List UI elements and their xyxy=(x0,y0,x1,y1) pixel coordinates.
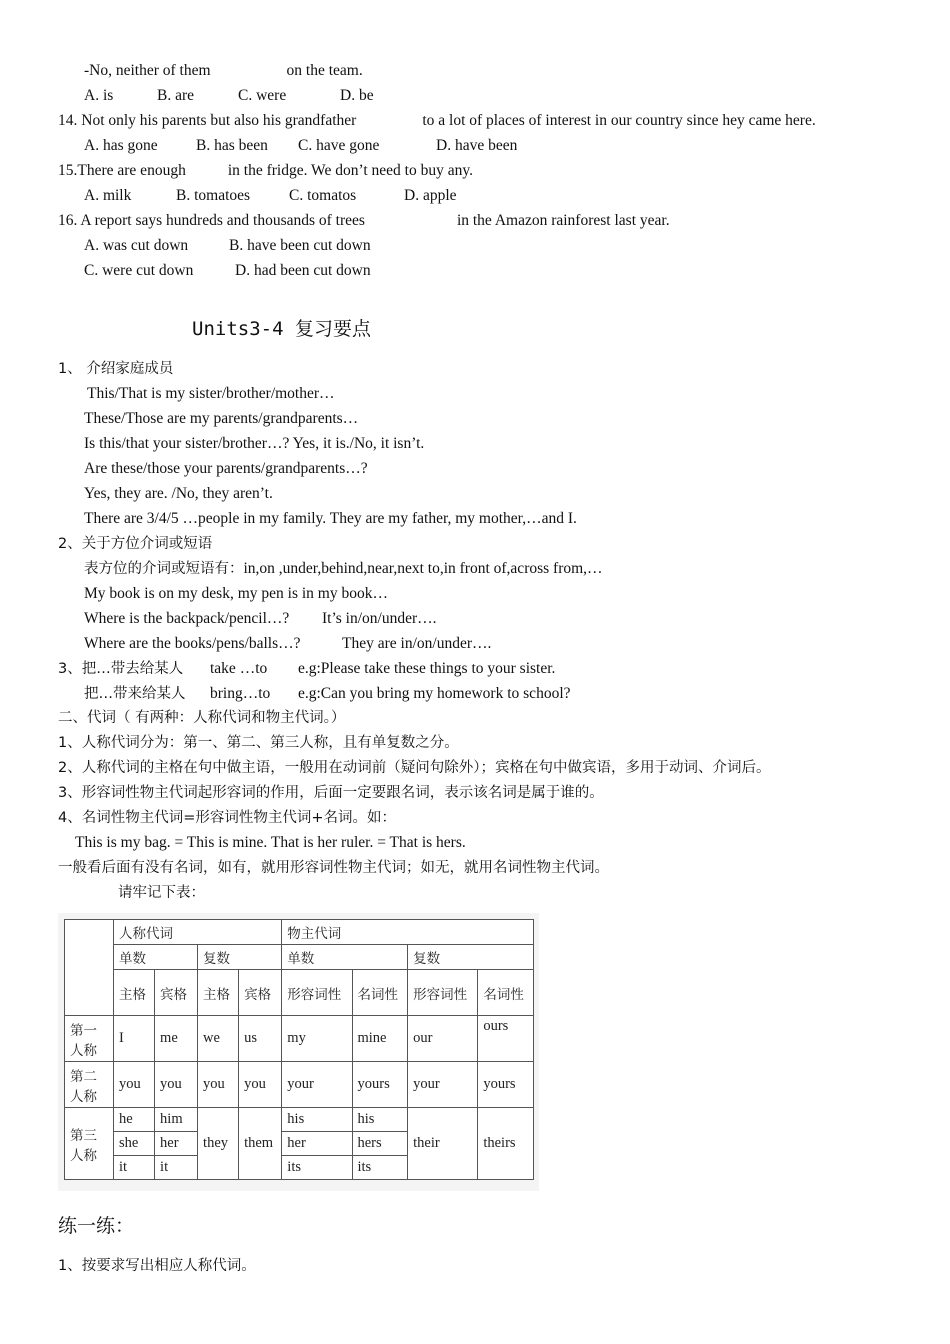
s2-answer: It’s in/on/under…. xyxy=(322,610,437,627)
cell: their xyxy=(408,1108,478,1180)
cell: its xyxy=(352,1156,408,1180)
q15-line xyxy=(58,161,473,181)
cell: we xyxy=(198,1016,239,1062)
q14-after: to a lot of places of interest in our country since hey came here. xyxy=(422,112,816,129)
option: D. apple xyxy=(404,187,457,204)
th-subject: 主格 xyxy=(114,970,155,1016)
th-singular: 单数 xyxy=(114,945,198,970)
cell: theirs xyxy=(478,1108,534,1180)
option: A. is xyxy=(84,87,114,104)
cell: him xyxy=(155,1108,198,1132)
option: C. were xyxy=(238,87,287,104)
s1-line: These/Those are my parents/grandparents… xyxy=(84,410,359,427)
table-row xyxy=(65,1108,534,1132)
pronouns-example: This is my bag. = This is mine. That is her ruler. = That is hers. xyxy=(75,834,466,851)
cell: yours xyxy=(352,1062,408,1108)
s2-line xyxy=(84,609,437,629)
th-singular: 单数 xyxy=(282,945,408,970)
s1-line: Are these/those your parents/grandparents…? xyxy=(84,460,368,477)
s1-line: There are 3/4/5 …people in my family. They are my father, my mother,…and I. xyxy=(84,510,577,527)
cell: your xyxy=(282,1062,352,1108)
s2-question: Where is the backpack/pencil…? xyxy=(84,610,290,627)
review-title: Units3-4 复习要点 xyxy=(192,318,371,340)
s3-line xyxy=(58,659,556,679)
q13-after: on the team. xyxy=(286,62,363,79)
th-adjective: 形容词性 xyxy=(408,970,478,1016)
cell: his xyxy=(352,1108,408,1132)
row-label: 第一人称 xyxy=(65,1016,114,1062)
s3-example: e.g:Please take these things to your sister. xyxy=(298,660,556,677)
cell: you xyxy=(114,1062,155,1108)
th-subject: 主格 xyxy=(198,970,239,1016)
cell: you xyxy=(155,1062,198,1108)
s1-line: Is this/that your sister/brother…? Yes, it is./No, it isn’t. xyxy=(84,435,425,452)
row-label: 第三人称 xyxy=(65,1108,114,1180)
pronoun-table-image xyxy=(58,913,539,1191)
cell: hers xyxy=(352,1132,408,1156)
q16-line xyxy=(58,211,670,231)
option: B. are xyxy=(157,87,195,104)
pronouns-point: 2、人称代词的主格在句中做主语，一般用在动词前（疑问句除外）；宾格在句中做宾语，多用于动词、介词后。 xyxy=(58,760,771,776)
q16-text: 16. A report says hundreds and thousands of trees xyxy=(58,212,365,229)
s3-line xyxy=(84,684,571,704)
option: C. have gone xyxy=(298,137,380,154)
row-label: 第二人称 xyxy=(65,1062,114,1108)
cell: mine xyxy=(352,1016,408,1062)
th-object: 宾格 xyxy=(155,970,198,1016)
pronouns-point: 1、人称代词分为：第一、第二、第三人称，且有单复数之分。 xyxy=(58,735,459,751)
s2-prepositions: in,on ,under,behind,near,next to,in front of,across from,… xyxy=(243,560,603,577)
q16-after: in the Amazon rainforest last year. xyxy=(456,212,670,229)
th-noun: 名词性 xyxy=(352,970,408,1016)
th-plural: 复数 xyxy=(198,945,282,970)
s2-question: Where are the books/pens/balls…? xyxy=(84,635,301,652)
s2-heading: 2、关于方位介词或短语 xyxy=(58,536,213,552)
option: B. tomatoes xyxy=(176,187,251,204)
option: D. be xyxy=(340,87,374,104)
cell: it xyxy=(114,1156,155,1180)
option: A. was cut down xyxy=(84,237,189,254)
cell: her xyxy=(155,1132,198,1156)
q14-text: 14. Not only his parents but also his grandfather xyxy=(58,112,357,129)
option: A. has gone xyxy=(84,137,158,154)
pronouns-point: 一般看后面有没有名词，如有，就用形容词性物主代词；如无，就用名词性物主代词。 xyxy=(58,860,609,876)
pronouns-point: 4、名词性物主代词=形容词性物主代词+名词。如： xyxy=(58,810,397,826)
table-corner xyxy=(65,920,114,1016)
cell: his xyxy=(282,1108,352,1132)
th-noun: 名词性 xyxy=(478,970,534,1016)
q15-after: in the fridge. We don’t need to buy any. xyxy=(227,162,473,179)
cell: her xyxy=(282,1132,352,1156)
option: C. were cut down xyxy=(84,262,194,279)
cell: my xyxy=(282,1016,352,1062)
practice-title: 练一练： xyxy=(58,1215,135,1237)
cell: you xyxy=(239,1062,282,1108)
s3-example: e.g:Can you bring my homework to school? xyxy=(298,685,571,702)
cell: me xyxy=(155,1016,198,1062)
practice-question: 1、按要求写出相应人称代词。 xyxy=(58,1258,256,1274)
cell: our xyxy=(408,1016,478,1062)
q15-text: 15.There are enough xyxy=(58,162,186,179)
option: B. has been xyxy=(196,137,268,154)
option: B. have been cut down xyxy=(229,237,371,254)
option: A. milk xyxy=(84,187,132,204)
cell: I xyxy=(114,1016,155,1062)
s2-line: My book is on my desk, my pen is in my book… xyxy=(84,585,388,602)
cell: it xyxy=(155,1156,198,1180)
option: D. had been cut down xyxy=(235,262,371,279)
option: C. tomatos xyxy=(289,187,357,204)
cell: its xyxy=(282,1156,352,1180)
pronouns-point: 3、形容词性物主代词起形容词的作用，后面一定要跟名词，表示该名词是属于谁的。 xyxy=(58,785,604,801)
pronouns-note: 请牢记下表： xyxy=(118,885,205,901)
s1-heading: 1、 介绍家庭成员 xyxy=(58,361,174,377)
q13-text: -No, neither of them xyxy=(84,62,211,79)
cell: yours xyxy=(478,1062,534,1108)
th-object: 宾格 xyxy=(239,970,282,1016)
cell: us xyxy=(239,1016,282,1062)
s3-label: 把…带来给某人 xyxy=(84,686,186,702)
cell: she xyxy=(114,1132,155,1156)
pronoun-table xyxy=(64,919,534,1180)
cell: he xyxy=(114,1108,155,1132)
s3-phrase: take …to xyxy=(210,660,268,677)
option: D. have been xyxy=(436,137,518,154)
s1-line: Yes, they are. /No, they aren’t. xyxy=(84,485,273,502)
th-plural: 复数 xyxy=(408,945,534,970)
cell: you xyxy=(198,1062,239,1108)
q14-line xyxy=(58,111,816,131)
s3-label: 3、把…带去给某人 xyxy=(58,661,184,677)
q13-line xyxy=(84,61,363,81)
s2-line xyxy=(84,559,603,579)
s2-label: 表方位的介词或短语有： xyxy=(84,561,244,577)
th-adjective: 形容词性 xyxy=(282,970,352,1016)
s2-answer: They are in/on/under…. xyxy=(342,635,492,652)
pronouns-heading: 二、代词（ 有两种：人称代词和物主代词。） xyxy=(58,710,346,726)
s3-phrase: bring…to xyxy=(210,685,271,702)
table-row xyxy=(65,1062,534,1108)
table-row xyxy=(65,1016,534,1062)
th-personal: 人称代词 xyxy=(114,920,282,945)
cell: your xyxy=(408,1062,478,1108)
cell: ours xyxy=(478,1016,534,1062)
s1-line: This/That is my sister/brother/mother… xyxy=(87,385,335,402)
s2-line xyxy=(84,634,492,654)
cell: them xyxy=(239,1108,282,1180)
cell: they xyxy=(198,1108,239,1180)
th-possessive: 物主代词 xyxy=(282,920,534,945)
